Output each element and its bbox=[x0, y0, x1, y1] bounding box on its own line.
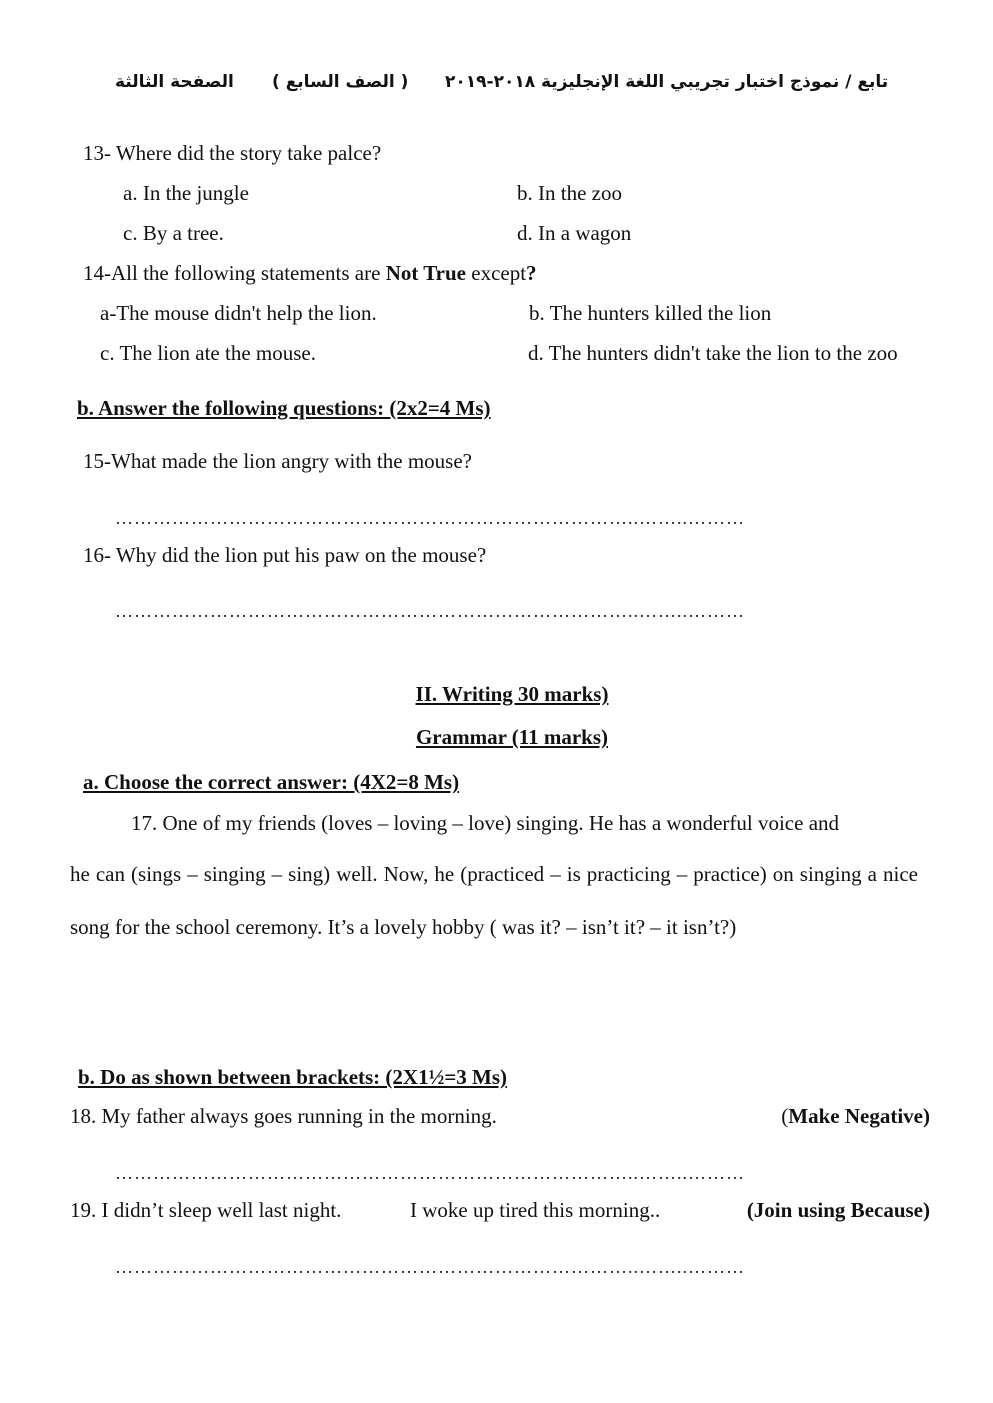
q18-answer-line[interactable]: ………………………………………………………………………..……..……… bbox=[115, 1163, 745, 1183]
q14-question-mark: ? bbox=[526, 261, 537, 285]
q14-option-a: a-The mouse didn't help the lion. bbox=[100, 301, 377, 325]
q16-question: 16- Why did the lion put his paw on the mouse? bbox=[83, 543, 487, 567]
q17-first-line: 17. One of my friends (loves – loving – love) singing. He has a wonderful voice and bbox=[131, 811, 840, 835]
header-page-number: الصفحة الثالثة bbox=[115, 72, 234, 92]
q14-question-post: except bbox=[466, 261, 527, 285]
q14-option-d: d. The hunters didn't take the lion to the zoo bbox=[528, 341, 898, 365]
q13-option-a: a. In the jungle bbox=[123, 181, 249, 205]
q18-sentence: 18. My father always goes running in the morning. bbox=[70, 1104, 497, 1128]
q13-option-c: c. By a tree. bbox=[123, 221, 224, 245]
q13-option-b: b. In the zoo bbox=[517, 181, 622, 205]
q14-option-c: c. The lion ate the mouse. bbox=[100, 341, 316, 365]
header-title: تابع / نموذج اختبار تجريبي اللغة الإنجليزية ٢٠١٨-٢٠١٩ bbox=[445, 72, 889, 92]
q13-question: 13- Where did the story take palce? bbox=[83, 141, 382, 165]
q18-instruction-open: ( bbox=[781, 1104, 789, 1128]
q18-instruction-text: Make Negative) bbox=[788, 1104, 930, 1128]
section-b-title: b. Answer the following questions: (2x2=4 Ms) bbox=[77, 396, 491, 420]
q19-instruction: (Join using Because) bbox=[746, 1198, 930, 1222]
q14-question bbox=[83, 261, 537, 286]
grammar-title: Grammar (11 marks) bbox=[415, 725, 609, 749]
q13-option-d: d. In a wagon bbox=[517, 221, 632, 245]
q18-instruction bbox=[781, 1104, 930, 1129]
q19-sentence-2: I woke up tired this morning.. bbox=[410, 1198, 661, 1222]
q19-answer-line[interactable]: ………………………………………………………………………..……..……… bbox=[115, 1257, 745, 1277]
q14-question-pre: 14-All the following statements are bbox=[83, 261, 386, 285]
q16-answer-line[interactable]: ………………………………………………………………………..……..……… bbox=[115, 601, 745, 621]
q14-option-b: b. The hunters killed the lion bbox=[529, 301, 772, 325]
writing-title: II. Writing 30 marks) bbox=[415, 682, 609, 706]
q17-paragraph bbox=[70, 848, 918, 954]
q14-question-bold: Not True bbox=[385, 261, 466, 285]
choose-title: a. Choose the correct answer: (4X2=8 Ms) bbox=[83, 770, 460, 794]
header-grade: ( الصف السابع ) bbox=[272, 72, 409, 92]
q15-question: 15-What made the lion angry with the mouse? bbox=[83, 449, 472, 473]
do-as-shown-title: b. Do as shown between brackets: (2X1½=3 Ms) bbox=[78, 1065, 508, 1089]
q17-text: he can (sings – singing – sing) well. Now, he (practiced – is practicing – practice) on singing a nice song for the school ceremony. It’s a lovely hobby ( was it? – isn’t it? – it isn’t?) bbox=[70, 862, 918, 939]
q15-answer-line[interactable]: ………………………………………………………………………..……..……… bbox=[115, 508, 745, 528]
q19-sentence-1: 19. I didn’t sleep well last night. bbox=[70, 1198, 342, 1222]
